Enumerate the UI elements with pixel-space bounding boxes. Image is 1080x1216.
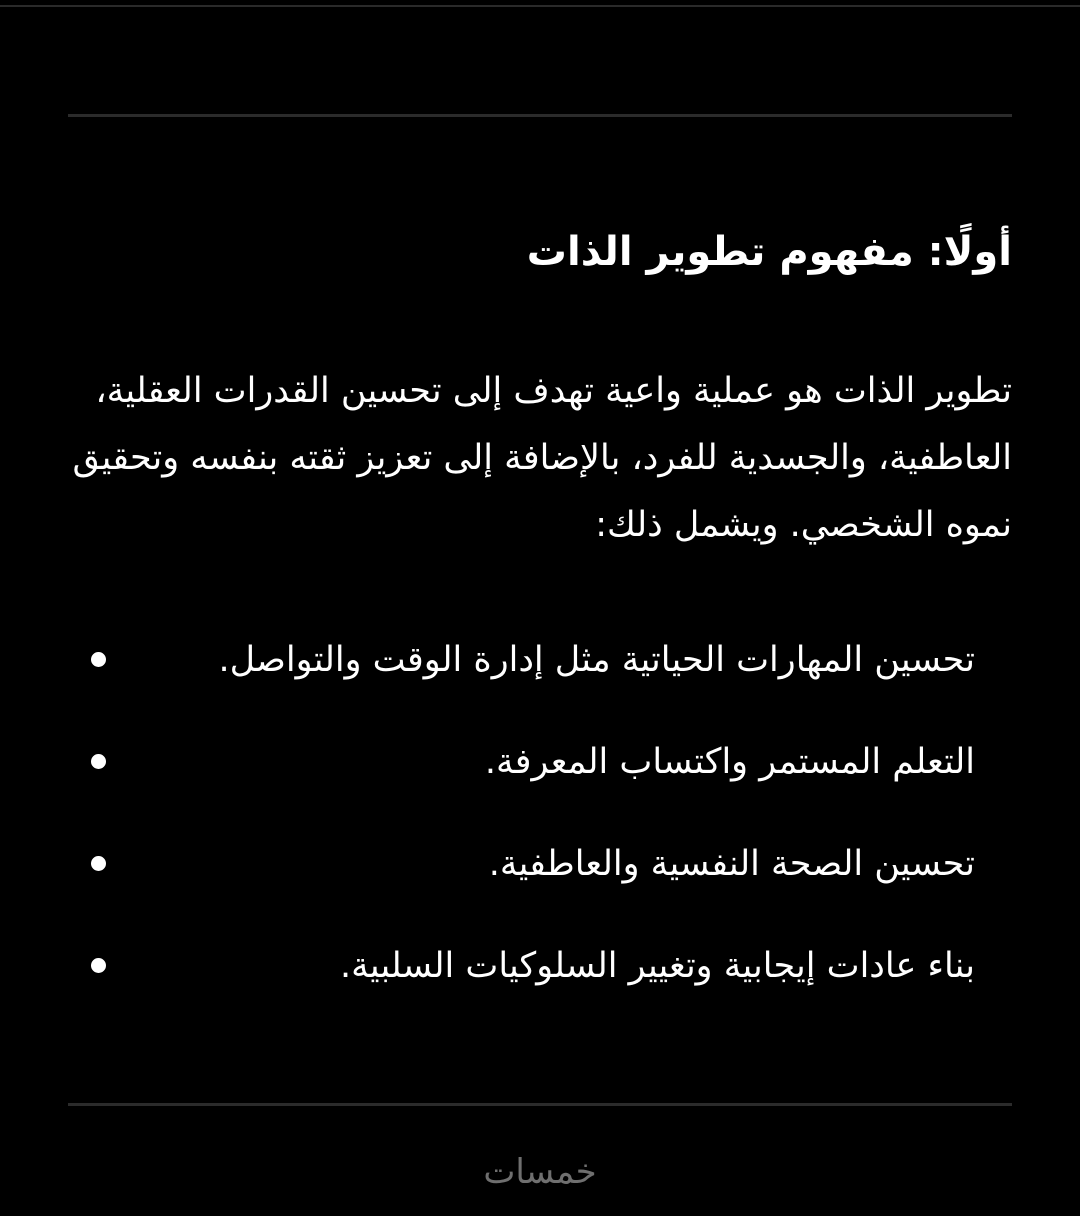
bullet-dot-icon bbox=[91, 652, 106, 667]
bottom-divider bbox=[68, 1103, 1012, 1106]
list-item-text: تحسين المهارات الحياتية مثل إدارة الوقت والتواصل. bbox=[218, 640, 975, 680]
list-item bbox=[68, 832, 1012, 934]
list-item-text: تحسين الصحة النفسية والعاطفية. bbox=[488, 844, 975, 884]
section-heading: أولًا: مفهوم تطوير الذات bbox=[526, 229, 1012, 275]
list-item bbox=[68, 730, 1012, 832]
bullet-dot-icon bbox=[91, 754, 106, 769]
top-edge-line bbox=[0, 5, 1080, 7]
section-paragraph: تطوير الذات هو عملية واعية تهدف إلى تحسين القدرات العقلية، العاطفية، والجسدية للفرد، بالإضافة إلى تعزيز ثقته بنفسه وتحقيق نموه الشخصي. ويشمل ذلك: bbox=[72, 371, 1012, 545]
list-item bbox=[68, 934, 1012, 1036]
bullet-dot-icon bbox=[91, 958, 106, 973]
top-divider bbox=[68, 114, 1012, 117]
list-item bbox=[68, 628, 1012, 730]
list-item-text: التعلم المستمر واكتساب المعرفة. bbox=[484, 742, 975, 782]
list-item-text: بناء عادات إيجابية وتغيير السلوكيات السلبية. bbox=[340, 946, 975, 986]
khamsat-logo[interactable]: خمسات bbox=[483, 1152, 597, 1192]
bullet-list bbox=[68, 628, 1012, 1036]
bullet-dot-icon bbox=[91, 856, 106, 871]
